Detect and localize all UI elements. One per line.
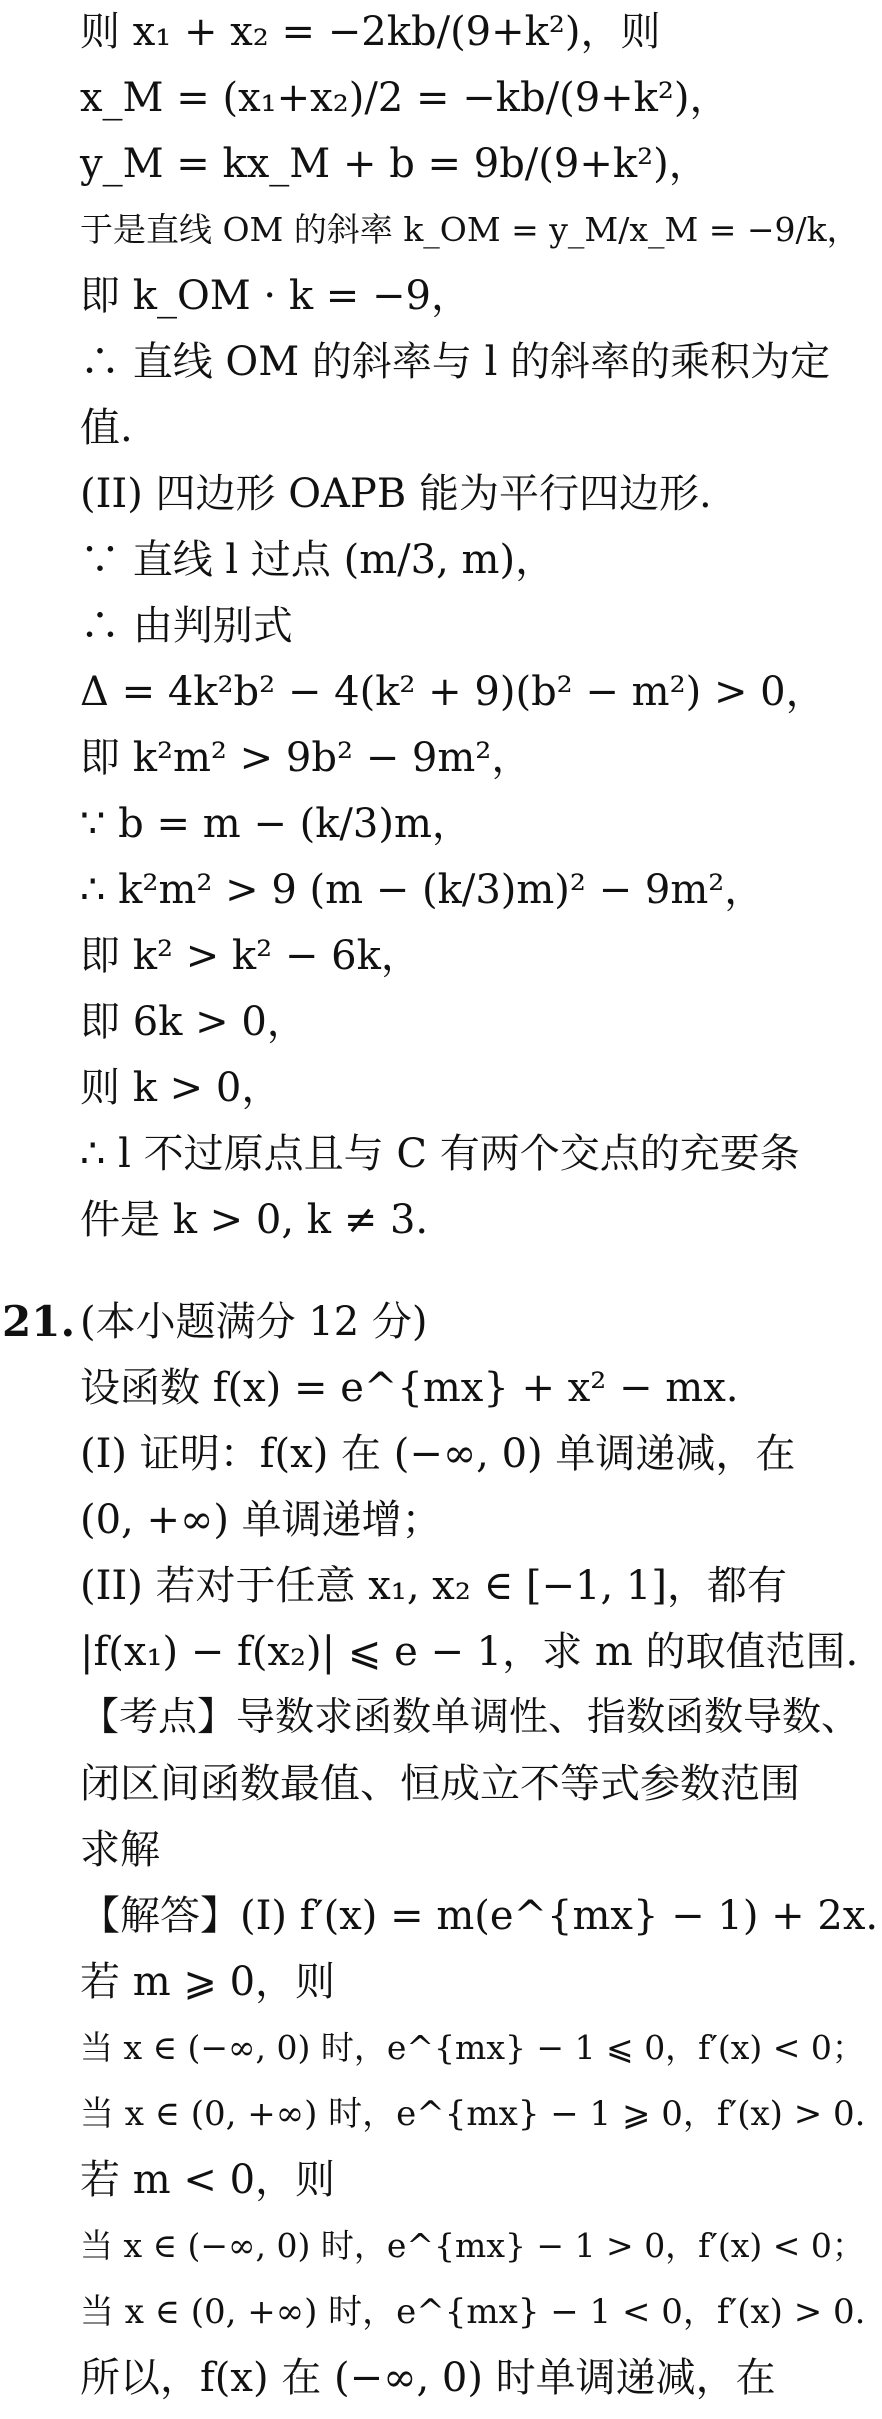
text-line: ∴ l 不过原点且与 C 有两个交点的充要条	[80, 1131, 800, 1177]
text-line: ∵ b = m − (k/3)m，	[80, 801, 472, 847]
text-line: Δ = 4k²b² − 4(k² + 9)(b² − m²) > 0，	[80, 669, 826, 715]
text-line: 即 k² > k² − 6k，	[80, 933, 421, 979]
text-line: ∴ k²m² > 9 (m − (k/3)m)² − 9m²，	[80, 867, 765, 913]
text-line: 若 m < 0，则	[80, 2157, 336, 2203]
text-line: 即 k_OM · k = −9，	[80, 273, 471, 319]
text-line: 【解答】(I) f′(x) = m(e^{mx} − 1) + 2x.	[80, 1893, 879, 1939]
text-line: 当 x ∈ (−∞, 0) 时，e^{mx} − 1 > 0，f′(x) < 0；	[80, 2226, 865, 2265]
text-line: 当 x ∈ (0, +∞) 时，e^{mx} − 1 < 0，f′(x) > 0.	[80, 2292, 866, 2332]
text-line: (0, +∞) 单调递增；	[80, 1497, 442, 1543]
text-line: 【考点】导数求函数单调性、指数函数导数、	[80, 1695, 861, 1740]
text-line: ∴ 直线 OM 的斜率与 l 的斜率的乘积为定	[80, 339, 831, 385]
text-line: 设函数 f(x) = e^{mx} + x² − mx.	[80, 1365, 739, 1411]
text-line: 所以，f(x) 在 (−∞, 0) 时单调递减，在	[80, 2355, 776, 2401]
text-line: 则 x₁ + x₂ = −2kb/(9+k²)，则	[80, 9, 661, 55]
text-line: 当 x ∈ (0, +∞) 时，e^{mx} − 1 ⩾ 0，f′(x) > 0.	[80, 2094, 866, 2134]
text-line: 闭区间函数最值、恒成立不等式参数范围	[80, 1761, 800, 1807]
text-line: 件是 k > 0, k ≠ 3.	[80, 1197, 429, 1243]
text-line: ∴ 由判别式	[80, 603, 293, 649]
text-line: (I) 证明：f(x) 在 (−∞, 0) 单调递减，在	[80, 1431, 796, 1477]
text-line: 若 m ⩾ 0，则	[80, 1959, 336, 2005]
text-line: (本小题满分 12 分)	[80, 1299, 428, 1345]
text-line: 值.	[80, 405, 133, 451]
text-line: |f(x₁) − f(x₂)| ⩽ e − 1，求 m 的取值范围.	[80, 1629, 859, 1675]
text-line: (II) 若对于任意 x₁, x₂ ∈ [−1, 1]，都有	[80, 1563, 787, 1609]
text-line: (II) 四边形 OAPB 能为平行四边形.	[80, 471, 712, 517]
question-number: 21.	[2, 1297, 76, 1346]
text-line: 当 x ∈ (−∞, 0) 时，e^{mx} − 1 ⩽ 0，f′(x) < 0；	[80, 2028, 865, 2067]
text-line: 于是直线 OM 的斜率 k_OM = y_M/x_M = −9/k，	[80, 210, 860, 249]
text-line: 求解	[80, 1827, 160, 1873]
text-line: ∵ 直线 l 过点 (m/3, m)，	[80, 537, 556, 583]
text-line: 即 k²m² > 9b² − 9m²，	[80, 735, 532, 781]
text-line: x_M = (x₁+x₂)/2 = −kb/(9+k²)，	[80, 75, 730, 121]
text-line: y_M = kx_M + b = 9b/(9+k²)，	[80, 141, 709, 187]
text-line: 则 k > 0，	[80, 1065, 282, 1111]
text-line: 即 6k > 0，	[80, 999, 307, 1045]
